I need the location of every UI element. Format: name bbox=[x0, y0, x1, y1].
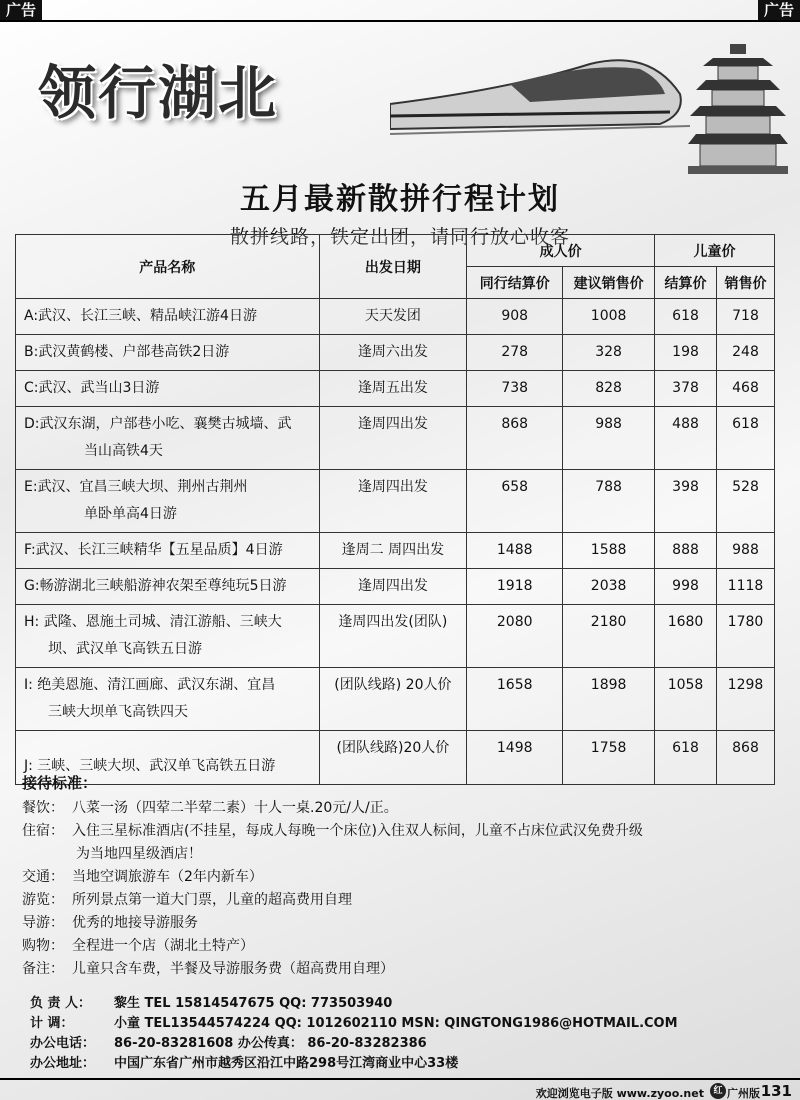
suggest-price: 2038 bbox=[563, 569, 655, 605]
suggest-price: 328 bbox=[563, 335, 655, 371]
peer-price: 1488 bbox=[467, 533, 563, 569]
suggest-price: 1758 bbox=[563, 731, 655, 785]
child-settle-price: 488 bbox=[655, 407, 717, 470]
product-line: 单卧单高4日游 bbox=[84, 506, 177, 522]
header-child-sale: 销售价 bbox=[717, 267, 775, 299]
standard-line: 入住三星标准酒店(不挂星，每成人每晚一个床位)入住双人标间，儿童不占床位武汉免费升级 bbox=[72, 823, 643, 839]
product-name bbox=[16, 299, 320, 335]
ad-tag-right: 广告 bbox=[758, 0, 800, 20]
product-name bbox=[16, 407, 320, 470]
standard-value bbox=[72, 820, 782, 866]
ad-tag-left: 广告 bbox=[0, 0, 42, 20]
peer-price: 868 bbox=[467, 407, 563, 470]
standard-value: 全程进一个店（湖北土特产） bbox=[72, 938, 254, 954]
child-sale-price: 618 bbox=[717, 407, 775, 470]
peer-price: 1658 bbox=[467, 668, 563, 731]
product-line: I: 绝美恩施、清江画廊、武汉东湖、宜昌 bbox=[24, 677, 276, 693]
contact-value: 中国广东省广州市越秀区沿江中路298号江湾商业中心33楼 bbox=[114, 1056, 459, 1071]
product-name bbox=[16, 470, 320, 533]
child-sale-price: 248 bbox=[717, 335, 775, 371]
suggest-price: 788 bbox=[563, 470, 655, 533]
child-sale-price: 868 bbox=[717, 731, 775, 785]
table-row bbox=[16, 668, 775, 731]
child-sale-price: 988 bbox=[717, 533, 775, 569]
contact-key: 负 责 人： bbox=[30, 996, 92, 1011]
child-settle-price: 398 bbox=[655, 470, 717, 533]
table-row bbox=[16, 371, 775, 407]
peer-price: 738 bbox=[467, 371, 563, 407]
contact-value: 小童 TEL13544574224 QQ: 1012602110 MSN: QINGTONG1986@HOTMAIL.COM bbox=[114, 1016, 678, 1031]
hero-title: 领行湖北 bbox=[38, 59, 279, 127]
child-settle-price: 198 bbox=[655, 335, 717, 371]
product-name bbox=[16, 371, 320, 407]
departure-date: 天天发团 bbox=[319, 299, 467, 335]
table-row bbox=[16, 335, 775, 371]
product-line: F:武汉、长江三峡精华【五星品质】4日游 bbox=[24, 542, 283, 558]
departure-date: 逢周四出发(团队) bbox=[319, 605, 467, 668]
suggest-price: 988 bbox=[563, 407, 655, 470]
table-row bbox=[16, 407, 775, 470]
child-settle-price: 888 bbox=[655, 533, 717, 569]
high-speed-train-illustration bbox=[390, 34, 690, 144]
header-product: 产品名称 bbox=[16, 235, 320, 299]
product-line: J: 三峡、三峡大坝、武汉单飞高铁五日游 bbox=[24, 758, 276, 774]
suggest-price: 2180 bbox=[563, 605, 655, 668]
child-settle-price: 1058 bbox=[655, 668, 717, 731]
standard-item bbox=[22, 958, 782, 981]
standard-key: 游览： bbox=[22, 892, 64, 908]
child-sale-price: 528 bbox=[717, 470, 775, 533]
standard-key: 购物： bbox=[22, 938, 64, 954]
contact-key: 办公电话： bbox=[30, 1036, 96, 1051]
contact-info bbox=[30, 994, 790, 1074]
peer-price: 1498 bbox=[467, 731, 563, 785]
departure-date: 逢周五出发 bbox=[319, 371, 467, 407]
product-line: D:武汉东湖，户部巷小吃、襄樊古城墙、武 bbox=[24, 416, 292, 432]
product-name bbox=[16, 605, 320, 668]
departure-date: 逢周四出发 bbox=[319, 407, 467, 470]
table-row bbox=[16, 605, 775, 668]
standard-key: 住宿： bbox=[22, 823, 64, 839]
child-settle-price: 618 bbox=[655, 299, 717, 335]
departure-date: 逢周六出发 bbox=[319, 335, 467, 371]
product-line: H: 武隆、恩施土司城、清江游船、三峡大 bbox=[24, 614, 282, 630]
departure-date: 逢周四出发 bbox=[319, 569, 467, 605]
table-row bbox=[16, 533, 775, 569]
contact-row bbox=[30, 1014, 790, 1034]
header-child-settle: 结算价 bbox=[655, 267, 717, 299]
header-child-price: 儿童价 bbox=[655, 235, 775, 267]
header-peer-price: 同行结算价 bbox=[467, 267, 563, 299]
contact-key: 计 调： bbox=[30, 1016, 74, 1031]
child-sale-price: 718 bbox=[717, 299, 775, 335]
product-line: A:武汉、长江三峡、精品峡江游4日游 bbox=[24, 308, 257, 324]
product-line: 坝、武汉单飞高铁五日游 bbox=[48, 641, 202, 657]
standard-item bbox=[22, 912, 782, 935]
standard-value: 儿童只含车费，半餐及导游服务费（超高费用自理） bbox=[72, 961, 394, 977]
peer-price: 278 bbox=[467, 335, 563, 371]
product-line: E:武汉、宜昌三峡大坝、荆州古荆州 bbox=[24, 479, 248, 495]
product-name bbox=[16, 533, 320, 569]
product-line: 三峡大坝单飞高铁四天 bbox=[48, 704, 188, 720]
standard-item bbox=[22, 889, 782, 912]
product-name bbox=[16, 569, 320, 605]
standard-value: 优秀的地接导游服务 bbox=[72, 915, 198, 931]
departure-date: 逢周四出发 bbox=[319, 470, 467, 533]
suggest-price: 1008 bbox=[563, 299, 655, 335]
product-line: G:畅游湖北三峡船游神农架至尊纯玩5日游 bbox=[24, 578, 287, 594]
yellow-crane-tower-illustration bbox=[688, 44, 788, 174]
table-row bbox=[16, 299, 775, 335]
contact-row bbox=[30, 1034, 790, 1054]
contact-row bbox=[30, 1054, 790, 1074]
standard-item bbox=[22, 866, 782, 889]
child-settle-price: 1680 bbox=[655, 605, 717, 668]
product-line: C:武汉、武当山3日游 bbox=[24, 380, 160, 396]
standard-value: 所列景点第一道大门票，儿童的超高费用自理 bbox=[72, 892, 352, 908]
standard-key: 餐饮： bbox=[22, 800, 64, 816]
standard-line: 为当地四星级酒店！ bbox=[76, 846, 202, 862]
top-banner bbox=[0, 0, 800, 22]
child-settle-price: 618 bbox=[655, 731, 717, 785]
header-date: 出发日期 bbox=[319, 235, 467, 299]
suggest-price: 1588 bbox=[563, 533, 655, 569]
standard-item bbox=[22, 797, 782, 820]
suggest-price: 828 bbox=[563, 371, 655, 407]
contact-key: 办公地址： bbox=[30, 1056, 96, 1071]
footer-edition: 广州版 bbox=[727, 1087, 760, 1100]
product-line: B:武汉黄鹤楼、户部巷高铁2日游 bbox=[24, 344, 230, 360]
standard-item bbox=[22, 820, 782, 866]
sub-subtitle: 散拼线路，铁定出团，请同行放心收客 bbox=[229, 226, 570, 248]
standard-key: 备注： bbox=[22, 961, 64, 977]
contact-value: 黎生 TEL 15814547675 QQ: 773503940 bbox=[114, 996, 393, 1011]
product-line: 当山高铁4天 bbox=[84, 443, 163, 459]
child-sale-price: 1298 bbox=[717, 668, 775, 731]
table-row bbox=[16, 569, 775, 605]
peer-price: 2080 bbox=[467, 605, 563, 668]
product-line bbox=[24, 735, 315, 753]
publisher-logo-icon: 红 bbox=[710, 1083, 726, 1099]
standard-item bbox=[22, 935, 782, 958]
standard-key: 交通： bbox=[22, 869, 64, 885]
child-sale-price: 1780 bbox=[717, 605, 775, 668]
child-settle-price: 378 bbox=[655, 371, 717, 407]
departure-date: (团队线路)20人价 bbox=[319, 731, 467, 785]
child-sale-price: 468 bbox=[717, 371, 775, 407]
itinerary-price-table bbox=[15, 234, 775, 785]
departure-date: (团队线路) 20人价 bbox=[319, 668, 467, 731]
contact-row bbox=[30, 994, 790, 1014]
main-subtitle: 五月最新散拼行程计划 bbox=[240, 182, 560, 217]
peer-price: 1918 bbox=[467, 569, 563, 605]
hero-banner bbox=[0, 24, 800, 248]
child-sale-price: 1118 bbox=[717, 569, 775, 605]
suggest-price: 1898 bbox=[563, 668, 655, 731]
header-suggest-price: 建议销售价 bbox=[563, 267, 655, 299]
header-adult-price: 成人价 bbox=[467, 235, 655, 267]
child-settle-price: 998 bbox=[655, 569, 717, 605]
product-name bbox=[16, 668, 320, 731]
standard-key: 导游： bbox=[22, 915, 64, 931]
product-name bbox=[16, 335, 320, 371]
contact-value: 86-20-83281608 办公传真： 86-20-83282386 bbox=[114, 1036, 427, 1051]
page-number: 131 bbox=[760, 1082, 792, 1100]
page-footer bbox=[0, 1078, 800, 1100]
standard-value: 八菜一汤（四荤二半荤二素）十人一桌.20元/人/正。 bbox=[72, 800, 398, 816]
standard-value: 当地空调旅游车（2年内新车） bbox=[72, 869, 263, 885]
standards-title: 接待标准： bbox=[22, 774, 98, 792]
table-row bbox=[16, 470, 775, 533]
departure-date: 逢周二 周四出发 bbox=[319, 533, 467, 569]
peer-price: 908 bbox=[467, 299, 563, 335]
reception-standards bbox=[22, 772, 782, 981]
peer-price: 658 bbox=[467, 470, 563, 533]
footer-website: 欢迎浏览电子版 www.zyoo.net bbox=[535, 1087, 704, 1100]
